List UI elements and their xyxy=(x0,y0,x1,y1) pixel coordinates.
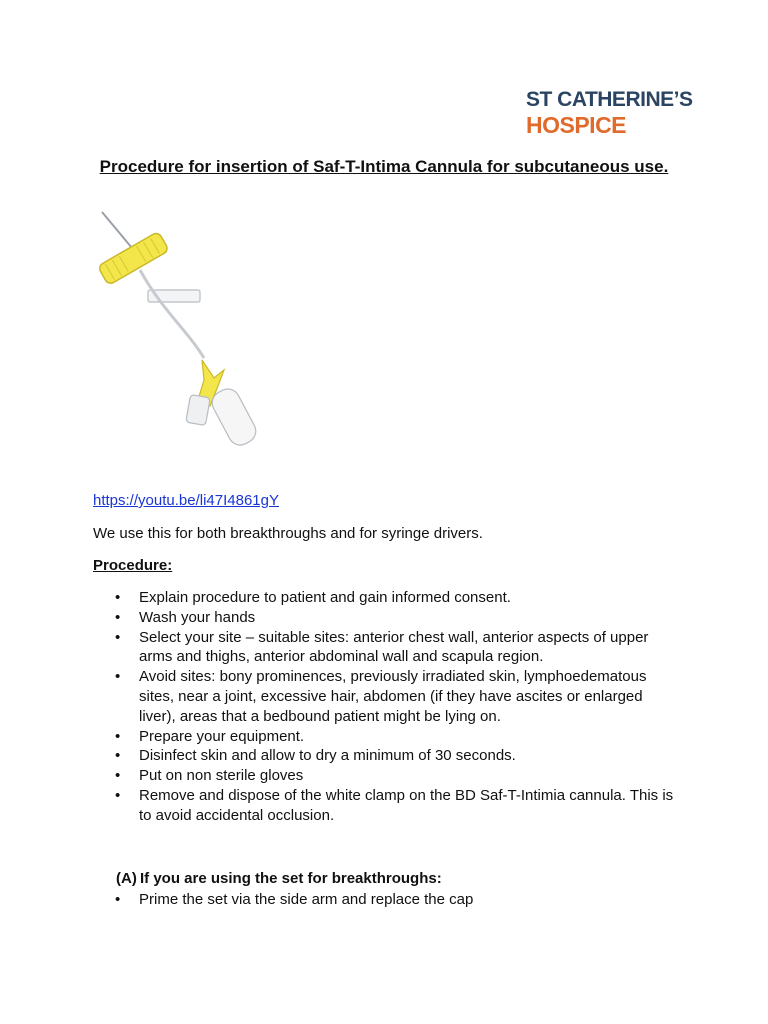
logo-line-2: HOSPICE xyxy=(526,112,627,138)
list-item: • Wash your hands xyxy=(93,608,683,628)
hospice-logo xyxy=(526,88,693,138)
list-item: • Put on non sterile gloves xyxy=(93,766,683,786)
list-item: • Remove and dispose of the white clamp on the BD Saf-T-Intimia cannula. This is to avoid accidental occlusion. xyxy=(93,786,683,826)
list-item: • Select your site – suitable sites: anterior chest wall, anterior aspects of upper arms and thighs, anterior abdominal wall and scapula region. xyxy=(93,628,683,668)
section-a-heading xyxy=(116,870,442,887)
logo-line-1: ST CATHERINE’S xyxy=(526,88,693,111)
section-a-steps xyxy=(93,890,683,910)
page-title: Procedure for insertion of Saf-T-Intima Cannula for subcutaneous use. xyxy=(99,157,669,176)
procedure-heading: Procedure: xyxy=(93,557,173,574)
procedure-steps xyxy=(93,588,683,826)
list-item: • Prime the set via the side arm and replace the cap xyxy=(93,890,683,910)
cannula-illustration xyxy=(92,210,292,455)
video-link[interactable]: https://youtu.be/li47I4861gY xyxy=(93,492,279,509)
list-item: • Disinfect skin and allow to dry a minimum of 30 seconds. xyxy=(93,746,683,766)
cannula-image xyxy=(92,210,292,455)
list-item: • Explain procedure to patient and gain informed consent. xyxy=(93,588,683,608)
list-item: • Prepare your equipment. xyxy=(93,727,683,747)
list-item: • Avoid sites: bony prominences, previously irradiated skin, lymphoedematous sites, near a joint, excessive hair, abdomen (if they have ascites or enlarged liver), areas that a bedbound patient might be lying on. xyxy=(93,667,683,726)
section-a-label: (A) xyxy=(116,870,137,887)
section-a-title: If you are using the set for breakthroughs: xyxy=(140,870,442,887)
intro-text: We use this for both breakthroughs and for syringe drivers. xyxy=(93,525,483,542)
